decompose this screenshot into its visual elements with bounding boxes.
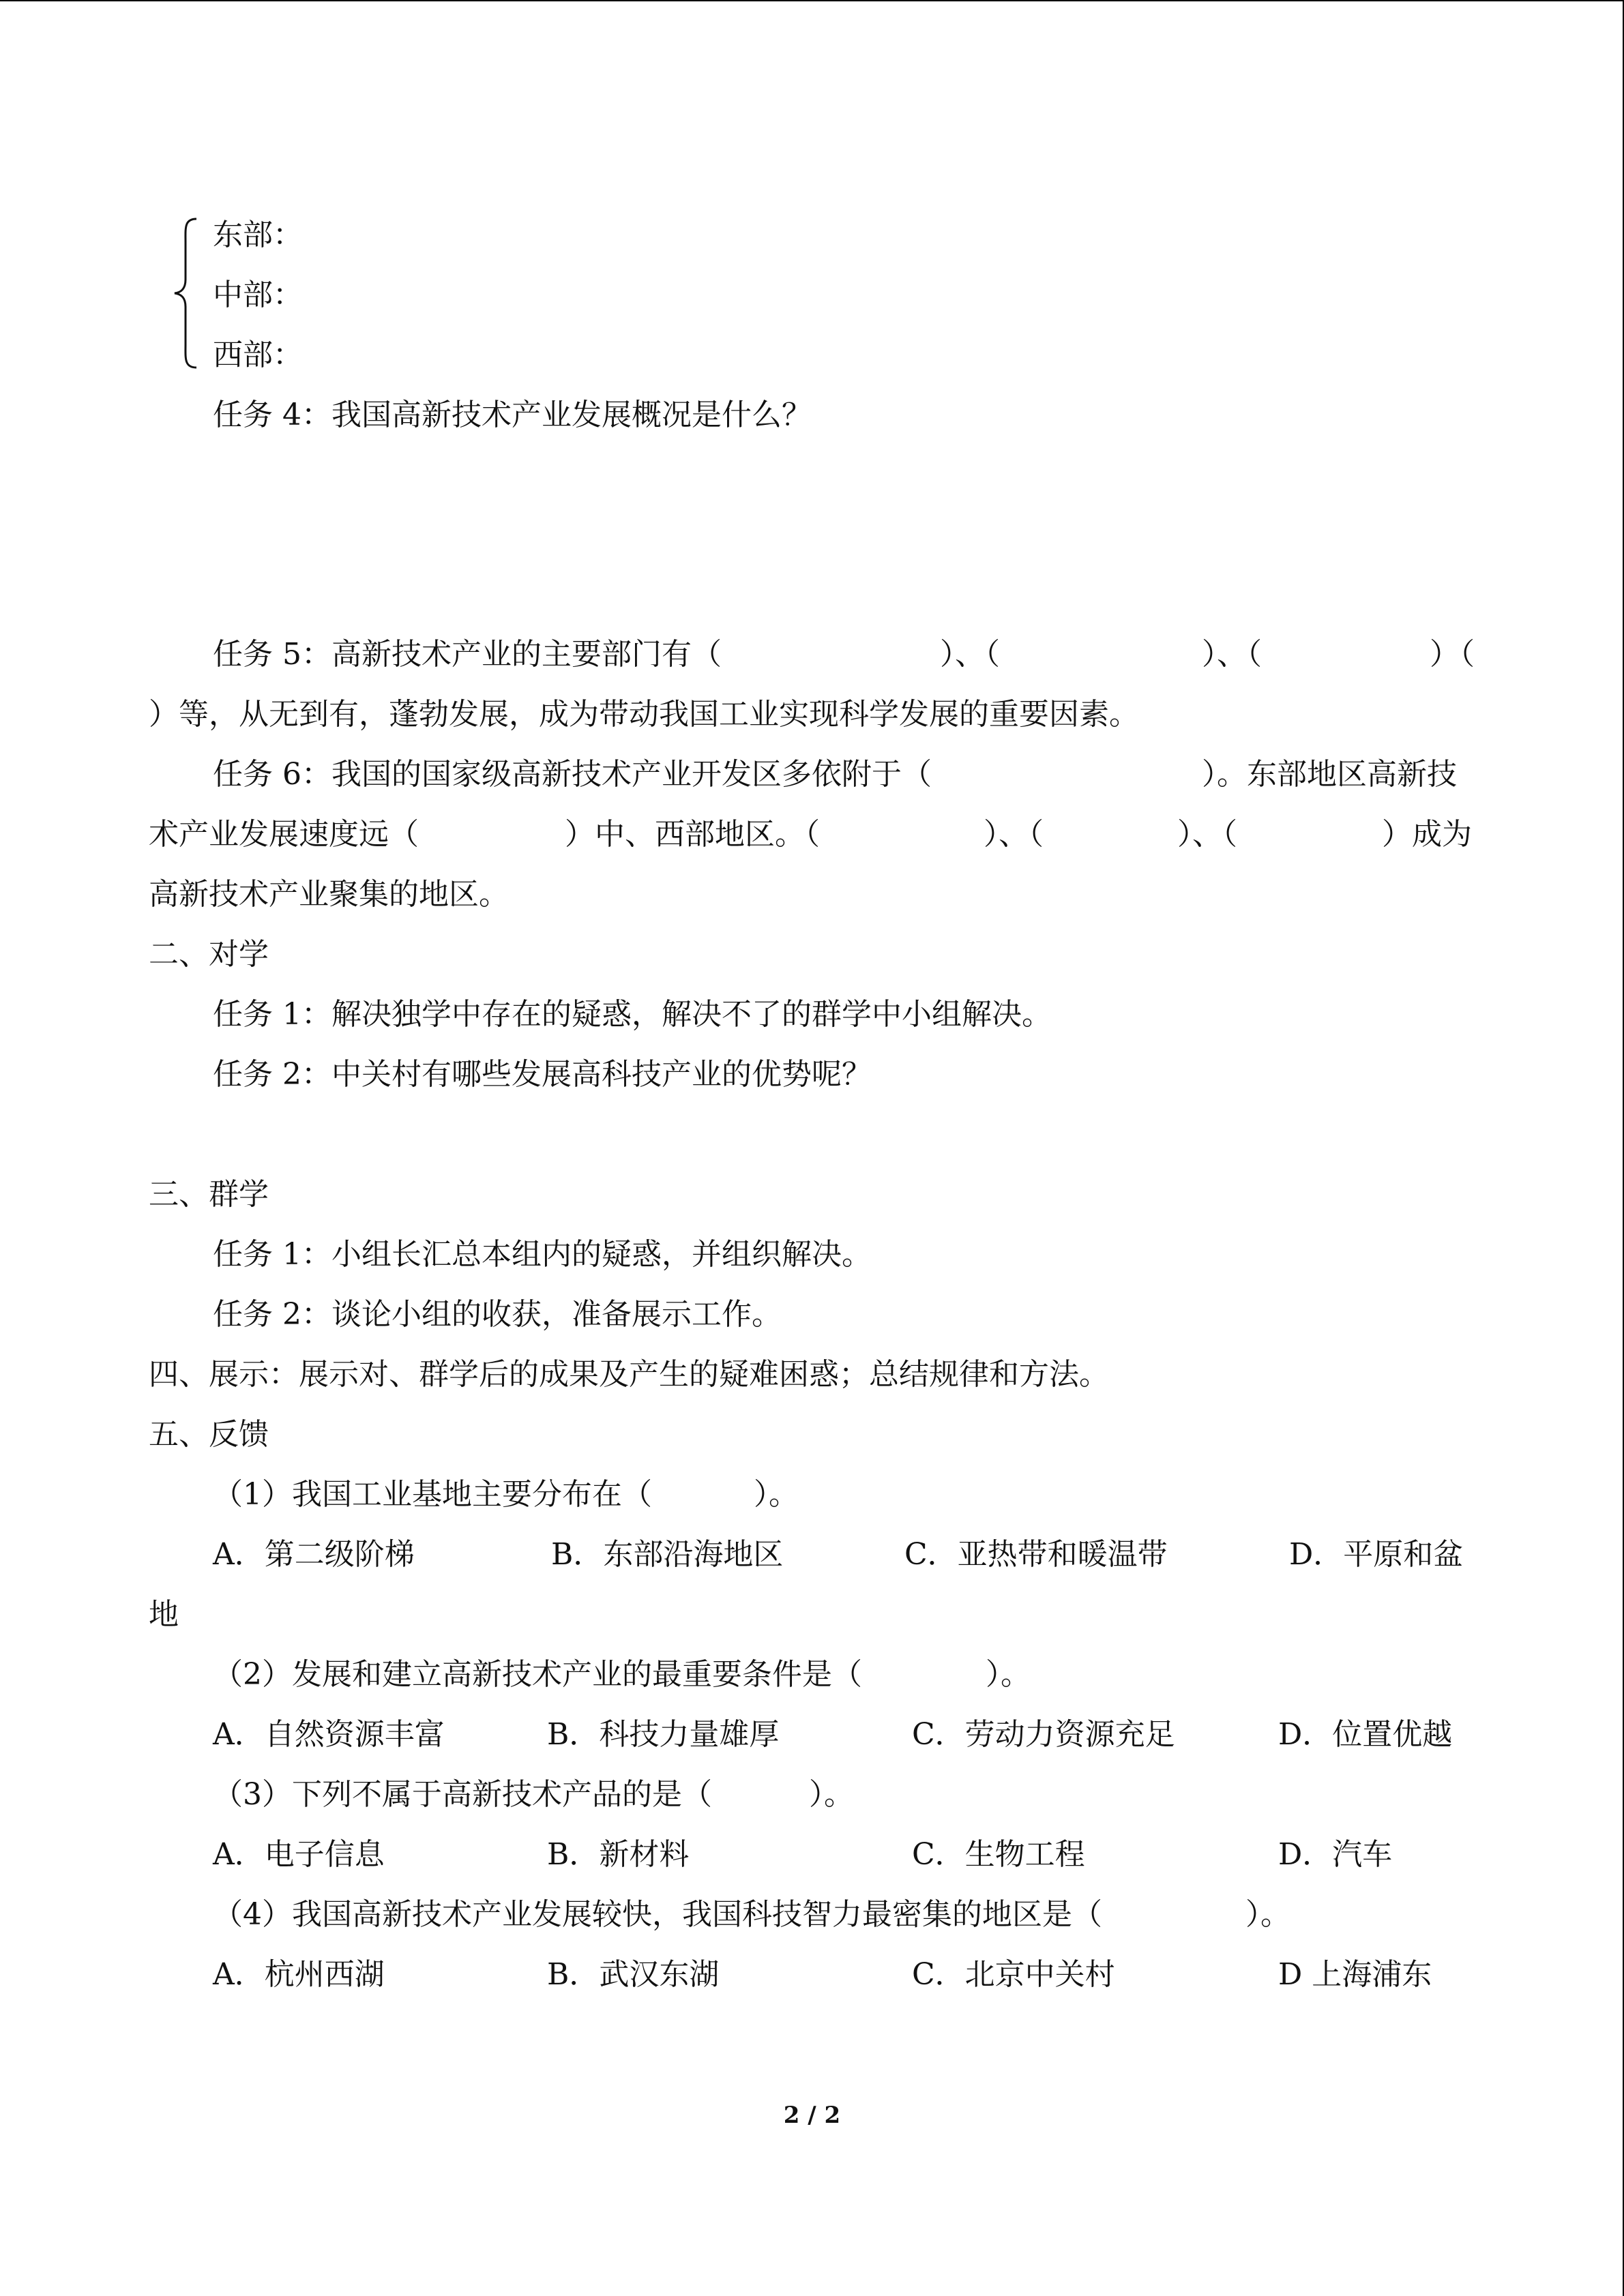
q3-option-b: B．新材料 — [547, 1837, 690, 1872]
q3-stem-text: （3）下列不属于高新技术产品的是（ — [213, 1777, 712, 1812]
q3-option-d: D．汽车 — [1278, 1837, 1393, 1872]
page-number: 2 / 2 — [783, 2102, 841, 2129]
q4-option-b: B．武汉东湖 — [547, 1957, 720, 1992]
task6-l2-b: ）中、西部地区。（ — [565, 817, 820, 852]
region-west: 西部： — [213, 338, 303, 372]
section5-heading: 五、反馈 — [149, 1417, 269, 1452]
q4-stem-text: （4）我国高新技术产业发展较快，我国科技智力最密集的地区是（ — [213, 1897, 1102, 1932]
q3-stem-close: ）。 — [809, 1777, 854, 1812]
q2-option-d: D．位置优越 — [1278, 1717, 1453, 1752]
region-east: 东部： — [213, 218, 303, 252]
q2-stem-text: （2）发展和建立高新技术产业的最重要条件是（ — [213, 1657, 862, 1692]
task6-line3: 高新技术产业聚集的地区。 — [149, 877, 509, 912]
q1-option-d-continued: 地 — [149, 1597, 179, 1632]
task6-l2-c: ）、（ — [984, 817, 1044, 852]
task6-l2-e: ）成为 — [1382, 817, 1472, 852]
task6-suffix1: ）。东部地区高新技 — [1202, 757, 1457, 792]
q1-option-a: A．第二级阶梯 — [213, 1537, 415, 1572]
section2-task2: 任务 2：中关村有哪些发展高科技产业的优势呢？ — [213, 1057, 872, 1092]
section3-heading: 三、群学 — [149, 1177, 269, 1212]
task5-sep1: ）、（ — [940, 637, 1000, 672]
q2-option-a: A．自然资源丰富 — [213, 1717, 445, 1752]
q4-option-a: A．杭州西湖 — [213, 1957, 385, 1992]
q1-stem-text: （1）我国工业基地主要分布在（ — [213, 1477, 652, 1512]
q1-option-b: B．东部沿海地区 — [551, 1537, 784, 1572]
task5-line2: ）等，从无到有，蓬勃发展，成为带动我国工业实现科学发展的重要因素。 — [149, 697, 1139, 732]
q1-option-d: D．平原和盆 — [1289, 1537, 1464, 1572]
left-brace-icon — [172, 215, 199, 372]
q2-option-b: B．科技力量雄厚 — [547, 1717, 780, 1752]
section4-heading: 四、展示：展示对、群学后的成果及产生的疑难困惑；总结规律和方法。 — [149, 1357, 1109, 1392]
q4-option-c: C．北京中关村 — [912, 1957, 1115, 1992]
task5-sep2: ）、（ — [1202, 637, 1262, 672]
q1-option-c: C．亚热带和暖温带 — [904, 1537, 1168, 1572]
task5-prefix: 任务 5：高新技术产业的主要部门有（ — [213, 637, 722, 672]
task6-l2-a: 术产业发展速度远（ — [149, 817, 419, 852]
region-middle: 中部： — [213, 278, 303, 312]
q2-option-c: C．劳动力资源充足 — [912, 1717, 1175, 1752]
task6-prefix: 任务 6：我国的国家级高新技术产业开发区多依附于（ — [213, 757, 932, 792]
section3-task2: 任务 2：谈论小组的收获，准备展示工作。 — [213, 1297, 782, 1332]
q4-stem-close: ）。 — [1245, 1897, 1290, 1932]
task6-l2-d: ）、（ — [1177, 817, 1237, 852]
section2-task1: 任务 1：解决独学中存在的疑惑，解决不了的群学中小组解决。 — [213, 997, 1052, 1032]
q2-stem-close: ）。 — [986, 1657, 1031, 1692]
q3-option-c: C．生物工程 — [912, 1837, 1085, 1872]
task4-question: 任务 4：我国高新技术产业发展概况是什么？ — [213, 398, 812, 432]
q1-stem-close: ）。 — [754, 1477, 799, 1512]
section3-task1: 任务 1：小组长汇总本组内的疑惑，并组织解决。 — [213, 1237, 872, 1272]
q4-option-d: D 上海浦东 — [1278, 1957, 1432, 1992]
task5-sep3: ）（ — [1430, 637, 1475, 672]
q3-option-a: A．电子信息 — [213, 1837, 385, 1872]
section2-heading: 二、对学 — [149, 937, 269, 972]
